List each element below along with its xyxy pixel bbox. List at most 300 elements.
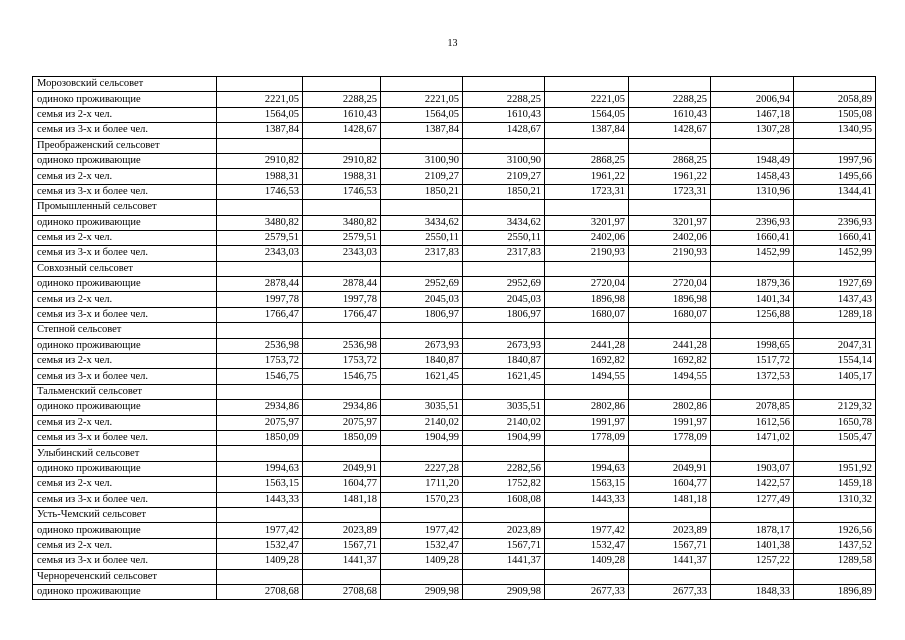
value-cell: 2396,93 [794,215,876,230]
empty-cell [217,323,303,338]
value-cell: 3100,90 [463,153,545,168]
value-cell: 1997,78 [303,292,381,307]
value-cell: 3480,82 [303,215,381,230]
table-row [33,292,876,307]
empty-cell [381,138,463,153]
value-cell: 1310,96 [711,184,794,199]
value-cell: 2952,69 [463,277,545,292]
value-cell: 1723,31 [629,184,711,199]
value-cell: 2579,51 [303,230,381,245]
row-label: одиноко проживающие [33,400,217,415]
value-cell: 3434,62 [463,215,545,230]
empty-cell [463,446,545,461]
value-cell: 2140,02 [381,415,463,430]
value-cell: 2909,98 [463,584,545,599]
value-cell: 2952,69 [381,277,463,292]
value-cell: 1988,31 [303,169,381,184]
value-cell: 2288,25 [463,92,545,107]
value-cell: 2536,98 [217,338,303,353]
empty-cell [381,323,463,338]
empty-cell [545,323,629,338]
value-cell: 1610,43 [463,107,545,122]
value-cell: 2910,82 [217,153,303,168]
value-cell: 1850,21 [381,184,463,199]
value-cell: 1806,97 [381,307,463,322]
empty-cell [545,446,629,461]
empty-cell [381,446,463,461]
value-cell: 1604,77 [629,477,711,492]
value-cell: 2221,05 [545,92,629,107]
empty-cell [545,138,629,153]
value-cell: 1532,47 [381,538,463,553]
empty-cell [794,569,876,584]
value-cell: 1277,49 [711,492,794,507]
empty-cell [711,261,794,276]
value-cell: 1692,82 [545,354,629,369]
table-row [33,477,876,492]
empty-cell [303,507,381,522]
value-cell: 1948,49 [711,153,794,168]
value-cell: 2190,93 [545,246,629,261]
value-cell: 1840,87 [463,354,545,369]
value-cell: 1778,09 [545,430,629,445]
empty-cell [794,77,876,92]
row-label: одиноко проживающие [33,523,217,538]
value-cell: 2140,02 [463,415,545,430]
value-cell: 2708,68 [217,584,303,599]
section-header-row [33,261,876,276]
table-row [33,107,876,122]
value-cell: 3434,62 [381,215,463,230]
value-cell: 1256,88 [711,307,794,322]
value-cell: 2909,98 [381,584,463,599]
empty-cell [794,507,876,522]
empty-cell [381,507,463,522]
value-cell: 2045,03 [463,292,545,307]
value-cell: 1723,31 [545,184,629,199]
empty-cell [629,323,711,338]
table-row [33,246,876,261]
value-cell: 1458,43 [711,169,794,184]
empty-cell [794,446,876,461]
value-cell: 3035,51 [463,400,545,415]
value-cell: 1563,15 [217,477,303,492]
value-cell: 2190,93 [629,246,711,261]
value-cell: 1650,78 [794,415,876,430]
empty-cell [629,138,711,153]
empty-cell [381,77,463,92]
value-cell: 1471,02 [711,430,794,445]
value-cell: 1570,23 [381,492,463,507]
value-cell: 1409,28 [545,554,629,569]
empty-cell [303,569,381,584]
value-cell: 1546,75 [303,369,381,384]
value-cell: 1879,36 [711,277,794,292]
empty-cell [463,507,545,522]
empty-cell [794,384,876,399]
value-cell: 1660,41 [794,230,876,245]
value-cell: 2109,27 [381,169,463,184]
row-label: семья из 2-х чел. [33,230,217,245]
value-cell: 2023,89 [463,523,545,538]
empty-cell [463,138,545,153]
empty-cell [303,261,381,276]
table-row [33,430,876,445]
row-label: одиноко проживающие [33,338,217,353]
value-cell: 2288,25 [303,92,381,107]
value-cell: 2720,04 [545,277,629,292]
value-cell: 1850,09 [303,430,381,445]
table-row [33,523,876,538]
row-label: семья из 3-х и более чел. [33,430,217,445]
value-cell: 1564,05 [217,107,303,122]
value-cell: 2006,94 [711,92,794,107]
empty-cell [711,323,794,338]
row-label: семья из 2-х чел. [33,354,217,369]
value-cell: 2047,31 [794,338,876,353]
value-cell: 2550,11 [463,230,545,245]
value-cell: 1567,71 [303,538,381,553]
empty-cell [794,323,876,338]
value-cell: 2536,98 [303,338,381,353]
value-cell: 2221,05 [217,92,303,107]
empty-cell [629,77,711,92]
value-cell: 2075,97 [217,415,303,430]
value-cell: 2129,32 [794,400,876,415]
value-cell: 1621,45 [463,369,545,384]
value-cell: 1441,37 [463,554,545,569]
row-label: семья из 3-х и более чел. [33,369,217,384]
value-cell: 1441,37 [303,554,381,569]
empty-cell [381,569,463,584]
value-cell: 2868,25 [629,153,711,168]
empty-cell [217,77,303,92]
empty-cell [463,77,545,92]
row-label: одиноко проживающие [33,153,217,168]
table-row [33,400,876,415]
empty-cell [303,384,381,399]
value-cell: 3201,97 [629,215,711,230]
value-cell: 1401,34 [711,292,794,307]
value-cell: 2802,86 [629,400,711,415]
value-cell: 1850,09 [217,430,303,445]
value-cell: 1991,97 [545,415,629,430]
value-cell: 1680,07 [629,307,711,322]
row-label: семья из 3-х и более чел. [33,554,217,569]
value-cell: 1564,05 [545,107,629,122]
empty-cell [545,200,629,215]
value-cell: 2023,89 [303,523,381,538]
table-row [33,338,876,353]
value-cell: 1977,42 [381,523,463,538]
value-cell: 2049,91 [303,461,381,476]
empty-cell [711,507,794,522]
section-header-row [33,200,876,215]
section-header-row [33,138,876,153]
value-cell: 3100,90 [381,153,463,168]
empty-cell [217,384,303,399]
table-row [33,354,876,369]
section-name: Тальменский сельсовет [33,384,217,399]
row-label: семья из 3-х и более чел. [33,184,217,199]
table-row [33,538,876,553]
table-row [33,584,876,599]
empty-cell [381,200,463,215]
value-cell: 2708,68 [303,584,381,599]
row-label: семья из 2-х чел. [33,538,217,553]
value-cell: 2673,93 [463,338,545,353]
value-cell: 1437,43 [794,292,876,307]
section-name: Усть-Чемский сельсовет [33,507,217,522]
value-cell: 2075,97 [303,415,381,430]
value-cell: 1848,33 [711,584,794,599]
table-row [33,307,876,322]
empty-cell [303,138,381,153]
value-cell: 1766,47 [217,307,303,322]
empty-cell [303,200,381,215]
value-cell: 1680,07 [545,307,629,322]
value-cell: 1567,71 [463,538,545,553]
empty-cell [545,77,629,92]
value-cell: 1994,63 [217,461,303,476]
section-name: Промышленный сельсовет [33,200,217,215]
value-cell: 3480,82 [217,215,303,230]
value-cell: 1961,22 [629,169,711,184]
value-cell: 1554,14 [794,354,876,369]
value-cell: 1951,92 [794,461,876,476]
empty-cell [629,446,711,461]
value-cell: 2868,25 [545,153,629,168]
row-label: одиноко проживающие [33,584,217,599]
data-table [32,76,876,600]
value-cell: 1481,18 [629,492,711,507]
value-cell: 1604,77 [303,477,381,492]
value-cell: 1428,67 [463,123,545,138]
value-cell: 2282,56 [463,461,545,476]
value-cell: 1428,67 [303,123,381,138]
empty-cell [629,507,711,522]
table-row [33,554,876,569]
page-number: 13 [447,38,458,49]
value-cell: 2045,03 [381,292,463,307]
value-cell: 2227,28 [381,461,463,476]
value-cell: 2049,91 [629,461,711,476]
value-cell: 1896,98 [545,292,629,307]
value-cell: 1927,69 [794,277,876,292]
value-cell: 2878,44 [217,277,303,292]
table-row [33,369,876,384]
value-cell: 1896,89 [794,584,876,599]
value-cell: 1608,08 [463,492,545,507]
value-cell: 1387,84 [381,123,463,138]
value-cell: 2317,83 [463,246,545,261]
value-cell: 1494,55 [545,369,629,384]
value-cell: 1612,56 [711,415,794,430]
empty-cell [794,138,876,153]
section-header-row [33,446,876,461]
value-cell: 1997,96 [794,153,876,168]
row-label: одиноко проживающие [33,461,217,476]
section-name: Морозовский сельсовет [33,77,217,92]
value-cell: 1850,21 [463,184,545,199]
empty-cell [303,323,381,338]
value-cell: 1289,58 [794,554,876,569]
value-cell: 1481,18 [303,492,381,507]
value-cell: 1988,31 [217,169,303,184]
value-cell: 1401,38 [711,538,794,553]
value-cell: 2402,06 [629,230,711,245]
section-name: Преображенский сельсовет [33,138,217,153]
table-row [33,169,876,184]
value-cell: 2673,93 [381,338,463,353]
table-row [33,92,876,107]
table-row [33,230,876,245]
section-name: Чернореченский сельсовет [33,569,217,584]
value-cell: 1452,99 [711,246,794,261]
row-label: семья из 3-х и более чел. [33,246,217,261]
value-cell: 1746,53 [303,184,381,199]
value-cell: 3201,97 [545,215,629,230]
value-cell: 1977,42 [545,523,629,538]
value-cell: 1753,72 [303,354,381,369]
value-cell: 1778,09 [629,430,711,445]
empty-cell [381,384,463,399]
value-cell: 2720,04 [629,277,711,292]
value-cell: 1387,84 [217,123,303,138]
value-cell: 2288,25 [629,92,711,107]
value-cell: 2677,33 [629,584,711,599]
table-row [33,492,876,507]
value-cell: 1977,42 [217,523,303,538]
value-cell: 2802,86 [545,400,629,415]
value-cell: 1428,67 [629,123,711,138]
value-cell: 1896,98 [629,292,711,307]
value-cell: 2221,05 [381,92,463,107]
empty-cell [217,138,303,153]
table-row [33,184,876,199]
empty-cell [711,77,794,92]
value-cell: 2396,93 [711,215,794,230]
value-cell: 1437,52 [794,538,876,553]
empty-cell [545,507,629,522]
value-cell: 2402,06 [545,230,629,245]
row-label: семья из 2-х чел. [33,477,217,492]
value-cell: 1567,71 [629,538,711,553]
value-cell: 1422,57 [711,477,794,492]
value-cell: 2343,03 [217,246,303,261]
row-label: семья из 2-х чел. [33,169,217,184]
value-cell: 1405,17 [794,369,876,384]
section-name: Совхозный сельсовет [33,261,217,276]
value-cell: 1546,75 [217,369,303,384]
value-cell: 1257,22 [711,554,794,569]
empty-cell [794,261,876,276]
value-cell: 1409,28 [217,554,303,569]
value-cell: 2317,83 [381,246,463,261]
value-cell: 1904,99 [381,430,463,445]
table-row [33,215,876,230]
empty-cell [545,569,629,584]
value-cell: 1692,82 [629,354,711,369]
empty-cell [303,77,381,92]
empty-cell [711,384,794,399]
empty-cell [711,569,794,584]
empty-cell [217,569,303,584]
row-label: семья из 2-х чел. [33,292,217,307]
value-cell: 2058,89 [794,92,876,107]
value-cell: 2934,86 [303,400,381,415]
empty-cell [463,261,545,276]
section-header-row [33,569,876,584]
value-cell: 1660,41 [711,230,794,245]
value-cell: 1441,37 [629,554,711,569]
value-cell: 1307,28 [711,123,794,138]
section-header-row [33,323,876,338]
value-cell: 3035,51 [381,400,463,415]
value-cell: 1505,47 [794,430,876,445]
section-header-row [33,77,876,92]
value-cell: 1443,33 [545,492,629,507]
empty-cell [629,200,711,215]
value-cell: 1991,97 [629,415,711,430]
value-cell: 2579,51 [217,230,303,245]
empty-cell [463,569,545,584]
value-cell: 1564,05 [381,107,463,122]
value-cell: 1878,17 [711,523,794,538]
empty-cell [794,200,876,215]
empty-cell [381,261,463,276]
value-cell: 2910,82 [303,153,381,168]
value-cell: 1532,47 [545,538,629,553]
value-cell: 1840,87 [381,354,463,369]
value-cell: 1563,15 [545,477,629,492]
empty-cell [629,384,711,399]
value-cell: 1610,43 [629,107,711,122]
value-cell: 1806,97 [463,307,545,322]
value-cell: 2109,27 [463,169,545,184]
value-cell: 1467,18 [711,107,794,122]
empty-cell [217,200,303,215]
table-row [33,415,876,430]
value-cell: 1459,18 [794,477,876,492]
row-label: семья из 3-х и более чел. [33,492,217,507]
value-cell: 1505,08 [794,107,876,122]
empty-cell [711,200,794,215]
value-cell: 1711,20 [381,477,463,492]
value-cell: 1443,33 [217,492,303,507]
value-cell: 2934,86 [217,400,303,415]
value-cell: 1961,22 [545,169,629,184]
value-cell: 2343,03 [303,246,381,261]
value-cell: 1387,84 [545,123,629,138]
value-cell: 2078,85 [711,400,794,415]
value-cell: 1752,82 [463,477,545,492]
row-label: семья из 3-х и более чел. [33,123,217,138]
value-cell: 1997,78 [217,292,303,307]
value-cell: 1494,55 [629,369,711,384]
value-cell: 1903,07 [711,461,794,476]
empty-cell [545,261,629,276]
value-cell: 1289,18 [794,307,876,322]
value-cell: 1766,47 [303,307,381,322]
value-cell: 2677,33 [545,584,629,599]
value-cell: 1904,99 [463,430,545,445]
value-cell: 1746,53 [217,184,303,199]
table-row [33,461,876,476]
value-cell: 1610,43 [303,107,381,122]
empty-cell [463,384,545,399]
value-cell: 1495,66 [794,169,876,184]
